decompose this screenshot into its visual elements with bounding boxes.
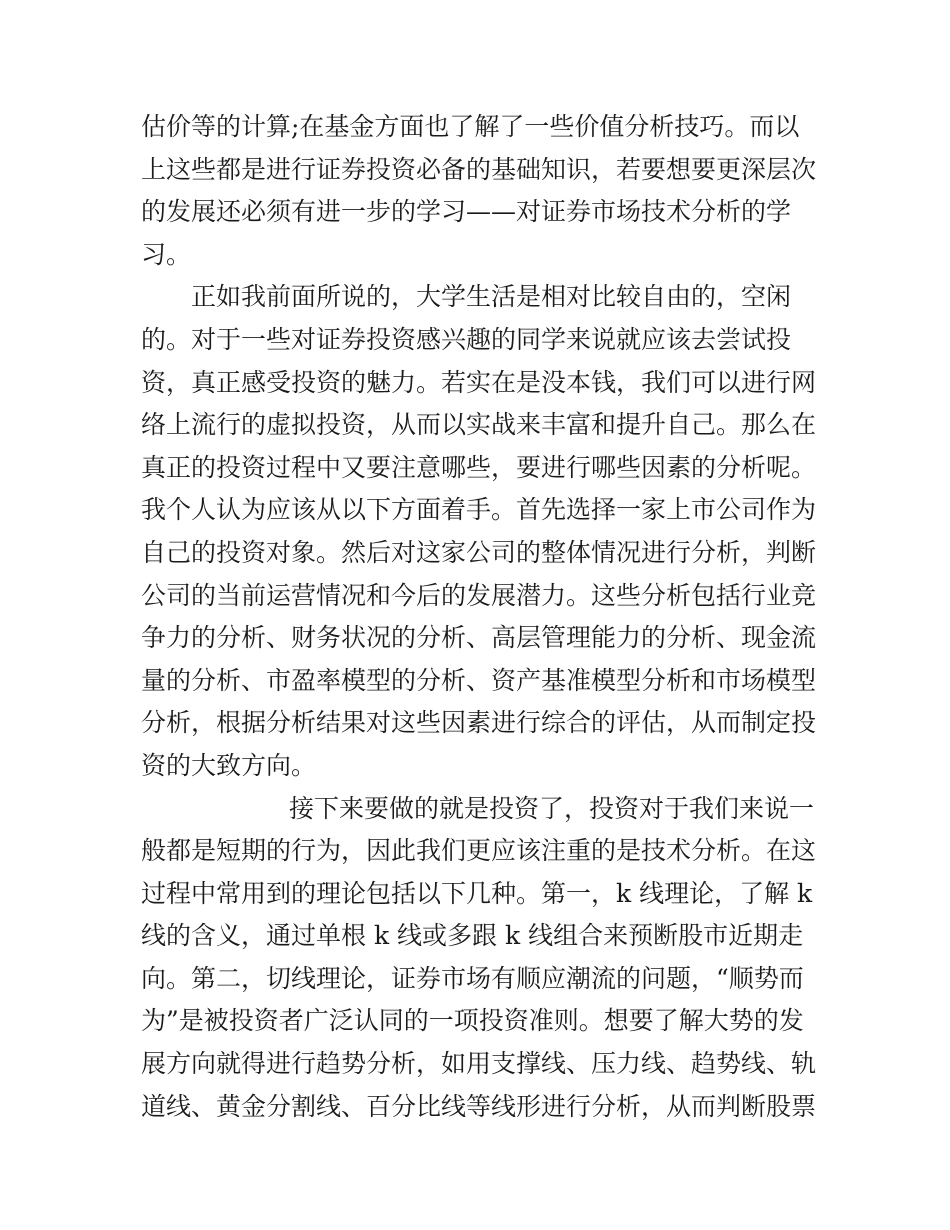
paragraph-first-line: 接下来要做的就是投资了，投资对于我们来说一 bbox=[289, 793, 815, 823]
text-line: 量的分析、市盈率模型的分析、资产基准模型分析和市场模型 bbox=[141, 665, 817, 695]
text-line: 真正的投资过程中又要注意哪些，要进行哪些因素的分析呢。 bbox=[141, 452, 817, 482]
text-line: 资的大致方向。 bbox=[141, 750, 317, 780]
text-line: 自己的投资对象。然后对这家公司的整体情况进行分析，判断 bbox=[141, 537, 817, 567]
text-line: 过程中常用到的理论包括以下几种。第一，k 线理论，了解 k bbox=[141, 878, 813, 908]
text-line: 为”是被投资者广泛认同的一项投资准则。想要了解大势的发 bbox=[141, 1006, 804, 1036]
text-line: 公司的当前运营情况和今后的发展潜力。这些分析包括行业竞 bbox=[141, 580, 817, 610]
text-line: 上这些都是进行证券投资必备的基础知识，若要想要更深层次 bbox=[141, 154, 817, 184]
text-line: 的发展还必须有进一步的学习——对证券市场技术分析的学 bbox=[141, 197, 792, 227]
text-line: 线的含义，通过单根 k 线或多跟 k 线组合来预断股市近期走 bbox=[141, 921, 804, 951]
text-line: 习。 bbox=[141, 239, 192, 269]
text-line: 的。对于一些对证券投资感兴趣的同学来说就应该去尝试投 bbox=[141, 324, 792, 354]
text-line: 道线、黄金分割线、百分比线等线形进行分析，从而判断股票 bbox=[141, 1091, 817, 1121]
text-line: 般都是短期的行为，因此我们更应该注重的是技术分析。在这 bbox=[141, 836, 817, 866]
text-line: 分析，根据分析结果对这些因素进行综合的评估，从而制定投 bbox=[141, 708, 817, 738]
text-line: 展方向就得进行趋势分析，如用支撑线、压力线、趋势线、轨 bbox=[141, 1049, 817, 1079]
text-line: 资，真正感受投资的魅力。若实在是没本钱，我们可以进行网 bbox=[141, 367, 817, 397]
text-line: 向。第二，切线理论，证券市场有顺应潮流的问题，“顺势而 bbox=[141, 963, 804, 993]
paragraph-first-line: 正如我前面所说的，大学生活是相对比较自由的，空闲 bbox=[191, 282, 792, 312]
text-line: 估价等的计算;在基金方面也了解了一些价值分析技巧。而以 bbox=[141, 112, 800, 141]
text-line: 我个人认为应该从以下方面着手。首先选择一家上市公司作为 bbox=[141, 495, 817, 525]
text-line: 络上流行的虚拟投资，从而以实战来丰富和提升自己。那么在 bbox=[141, 410, 817, 440]
text-line: 争力的分析、财务状况的分析、高层管理能力的分析、现金流 bbox=[141, 623, 817, 653]
body-text bbox=[141, 106, 821, 1128]
